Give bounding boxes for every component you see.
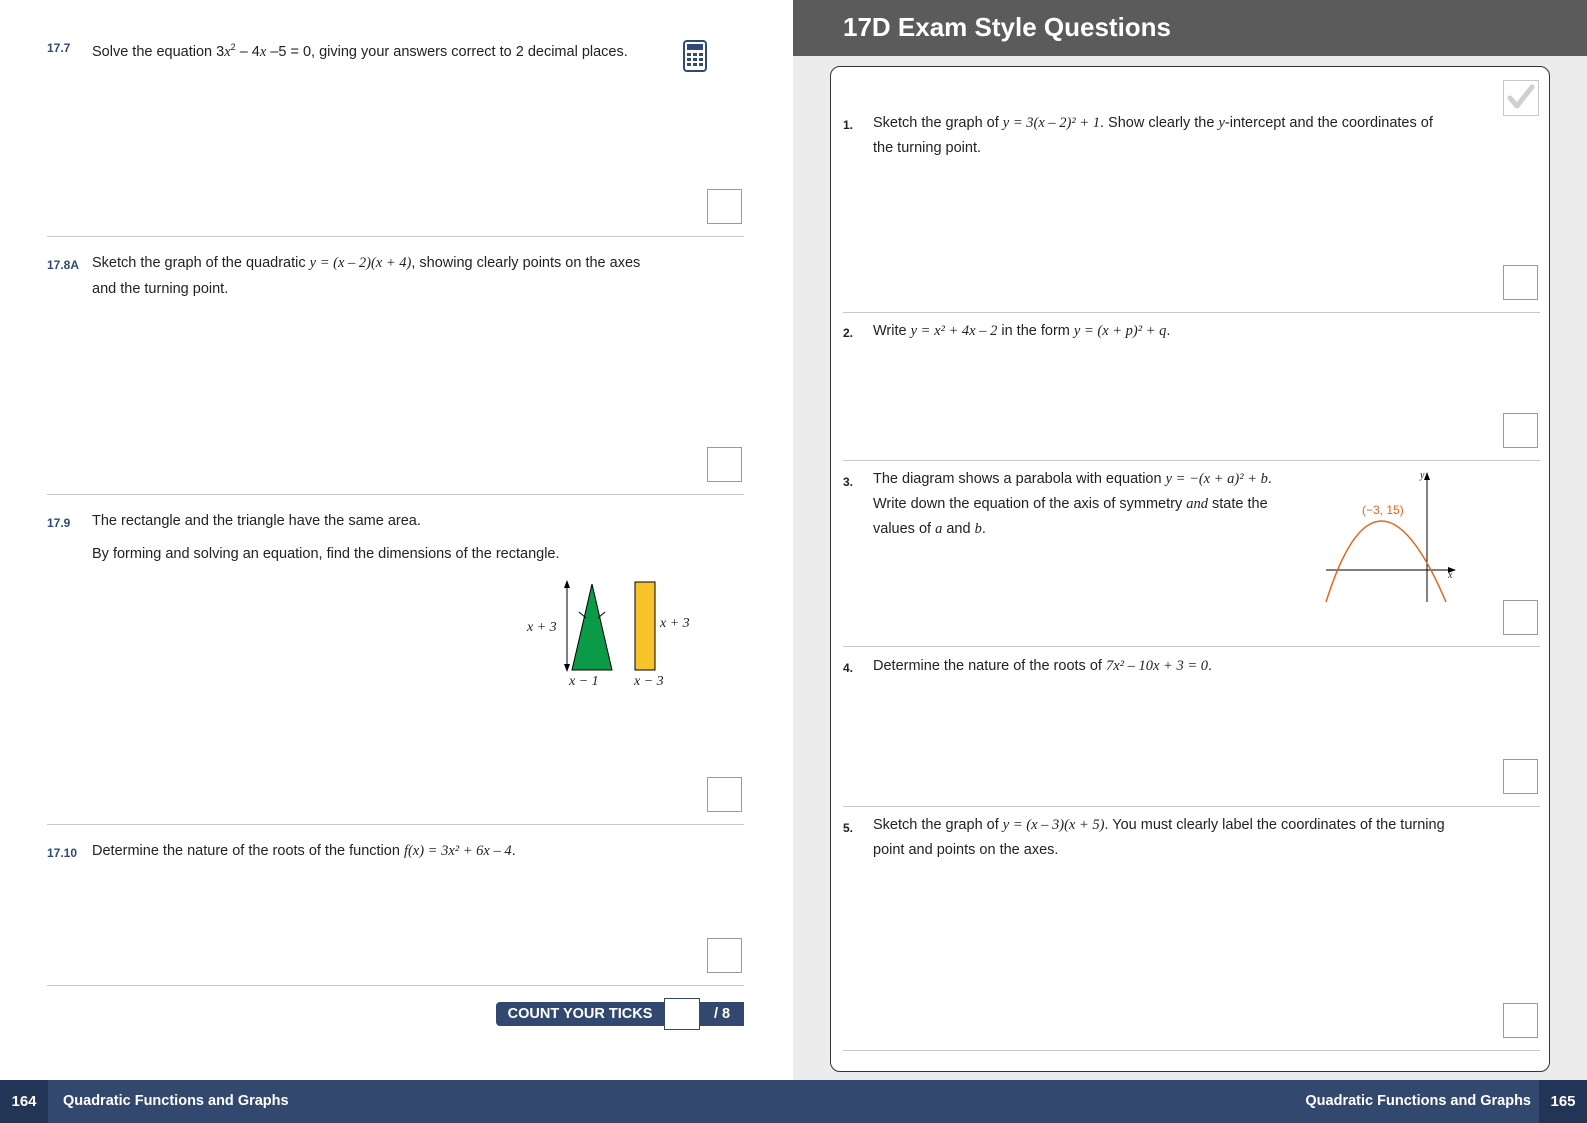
rectangle-base-label: x − 3: [634, 674, 664, 689]
question-number: 1.: [843, 118, 854, 132]
question-text-line2: point and points on the axes.: [873, 842, 1059, 858]
question-text-line2: the turning point.: [873, 140, 982, 156]
question-text: The rectangle and the triangle have the same area.: [92, 513, 421, 529]
tick-box[interactable]: [707, 189, 742, 224]
divider: [843, 806, 1540, 807]
tick-box[interactable]: [707, 938, 742, 973]
tick-box[interactable]: [707, 777, 742, 812]
tick-box[interactable]: [707, 447, 742, 482]
count-ticks-bar: [496, 1002, 744, 1026]
triangle-shape: [572, 584, 612, 670]
question-text-line3: values of a and b.: [873, 521, 986, 537]
divider: [843, 646, 1540, 647]
check-icon: [1503, 80, 1539, 116]
triangle-height-label: x + 3: [527, 620, 557, 635]
divider: [47, 824, 744, 825]
turning-point-label: (−3, 15): [1362, 503, 1404, 517]
question-text: Solve the equation $3x^2 - 4x$ –5 = 0, giving your answers correct to 2 decimal places.: [92, 42, 628, 60]
question-text: Sketch the graph of y = 3(x – 2)² + 1. Show clearly the y-intercept and the coordinates of: [873, 115, 1433, 131]
tick-box[interactable]: [1503, 1003, 1538, 1038]
area-diagram: [520, 578, 720, 698]
arrow-head-bottom: [564, 664, 570, 672]
divider: [843, 1050, 1540, 1051]
tick-box[interactable]: [1503, 413, 1538, 448]
left-page-number: 164: [0, 1080, 48, 1123]
divider: [47, 985, 744, 986]
count-ticks-total: / 8: [700, 1002, 744, 1026]
question-text: Determine the nature of the roots of the function f(x) = 3x² + 6x – 4.: [92, 843, 516, 859]
question-number: 5.: [843, 821, 854, 835]
right-page-number: 165: [1539, 1080, 1587, 1123]
triangle-base-label: x − 1: [569, 674, 599, 689]
question-text: Write y = x² + 4x – 2 in the form y = (x + p)² + q.: [873, 323, 1171, 339]
y-axis-label: y: [1420, 470, 1425, 481]
divider: [47, 236, 744, 237]
tick-box[interactable]: [1503, 759, 1538, 794]
question-text-line2: By forming and solving an equation, find the dimensions of the rectangle.: [92, 546, 560, 562]
right-chapter-title: Quadratic Functions and Graphs: [1305, 1093, 1531, 1109]
x-axis-label: x: [1448, 570, 1453, 581]
page-footer: [0, 1080, 1587, 1123]
question-text: Determine the nature of the roots of 7x² – 10x + 3 = 0.: [873, 658, 1213, 674]
parabola-graph: [1320, 470, 1460, 606]
question-text: Sketch the graph of the quadratic y = (x – 2)(x + 4), showing clearly points on the axes: [92, 255, 641, 271]
parabola-curve: [1326, 521, 1446, 602]
question-text: The diagram shows a parabola with equation y = −(x + a)² + b.: [873, 471, 1272, 487]
rectangle-height-label: x + 3: [660, 616, 690, 631]
question-number: 17.8A: [47, 258, 80, 272]
question-number: 17.9: [47, 516, 71, 530]
count-ticks-label: COUNT YOUR TICKS: [496, 1002, 664, 1026]
question-number: 4.: [843, 661, 854, 675]
count-ticks-input-box[interactable]: [664, 998, 700, 1030]
question-text: Sketch the graph of y = (x – 3)(x + 5). You must clearly label the coordinates of the turning: [873, 817, 1445, 833]
y-axis-arrow: [1424, 472, 1430, 480]
divider: [47, 494, 744, 495]
arrow-head-top: [564, 580, 570, 588]
question-number: 17.10: [47, 846, 78, 860]
rectangle-shape: [635, 582, 655, 670]
question-number: 17.7: [47, 41, 71, 55]
question-number: 2.: [843, 326, 854, 340]
left-chapter-title: Quadratic Functions and Graphs: [63, 1093, 289, 1109]
question-text-line2: Write down the equation of the axis of symmetry and state the: [873, 496, 1268, 512]
calculator-icon: [683, 40, 707, 72]
tick-box[interactable]: [1503, 600, 1538, 635]
question-text-line2: and the turning point.: [92, 281, 229, 297]
question-number: 3.: [843, 475, 854, 489]
tick-box[interactable]: [1503, 265, 1538, 300]
section-title: 17D Exam Style Questions: [843, 12, 1172, 42]
divider: [843, 312, 1540, 313]
divider: [843, 460, 1540, 461]
